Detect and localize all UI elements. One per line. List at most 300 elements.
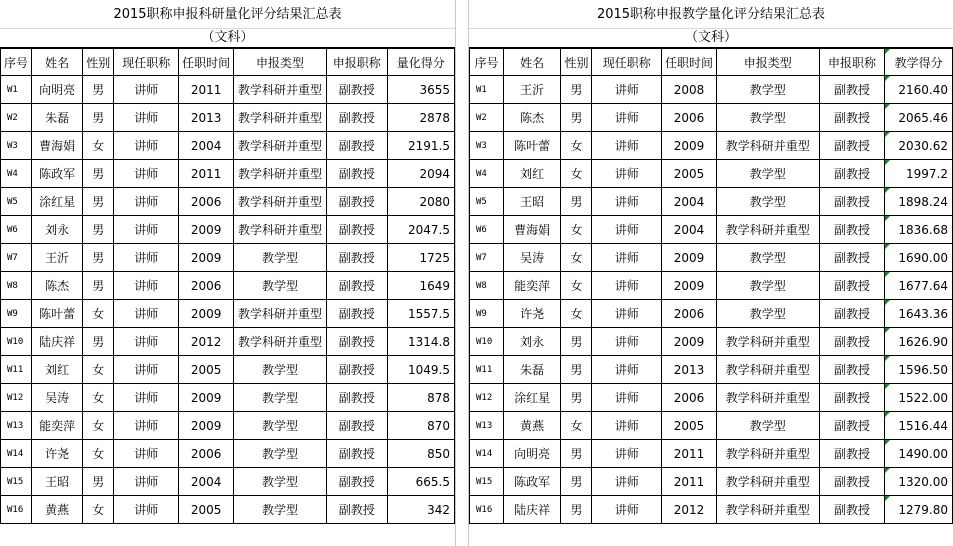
cell-appointment-year[interactable]: 2006	[179, 272, 234, 300]
cell-name[interactable]: 王昭	[32, 468, 83, 496]
cell-name[interactable]: 陆庆祥	[503, 496, 561, 524]
cell-current-title[interactable]: 讲师	[592, 104, 662, 132]
table-row	[1, 272, 455, 300]
cell-applied-title[interactable]: 副教授	[326, 300, 387, 328]
cell-appointment-year[interactable]: 2013	[661, 356, 716, 384]
cell-serial-no[interactable]: W5	[1, 188, 32, 216]
cell-gender[interactable]: 男	[83, 272, 114, 300]
cell-current-title[interactable]: 讲师	[114, 160, 179, 188]
cell-serial-no[interactable]: W8	[1, 272, 32, 300]
cell-serial-no[interactable]: W8	[470, 272, 504, 300]
table-row	[1, 188, 455, 216]
cell-application-type[interactable]: 教学型	[234, 412, 327, 440]
cell-score[interactable]: 1725	[387, 244, 454, 272]
cell-serial-no[interactable]: W13	[470, 412, 504, 440]
cell-applied-title[interactable]: 副教授	[326, 440, 387, 468]
cell-score[interactable]: 1557.5	[387, 300, 454, 328]
cell-appointment-year[interactable]: 2009	[661, 244, 716, 272]
cell-score[interactable]: 1649	[387, 272, 454, 300]
column-header-application-type[interactable]: 申报类型	[717, 49, 820, 76]
cell-name[interactable]: 黄燕	[503, 412, 561, 440]
cell-serial-no[interactable]: W4	[1, 160, 32, 188]
cell-score[interactable]: 2030.62	[885, 132, 953, 160]
cell-application-type[interactable]: 教学科研并重型	[717, 328, 820, 356]
cell-gender[interactable]: 男	[83, 328, 114, 356]
cell-name[interactable]: 许尧	[32, 440, 83, 468]
cell-appointment-year[interactable]: 2005	[179, 356, 234, 384]
cell-applied-title[interactable]: 副教授	[326, 76, 387, 104]
cell-name[interactable]: 陈叶蕾	[32, 300, 83, 328]
cell-applied-title[interactable]: 副教授	[819, 244, 885, 272]
cell-current-title[interactable]: 讲师	[592, 132, 662, 160]
cell-gender[interactable]: 男	[561, 384, 592, 412]
column-header-current-title[interactable]: 现任职称	[114, 49, 179, 76]
cell-applied-title[interactable]: 副教授	[819, 496, 885, 524]
table-row	[1, 160, 455, 188]
cell-current-title[interactable]: 讲师	[114, 188, 179, 216]
cell-appointment-year[interactable]: 2004	[179, 468, 234, 496]
cell-applied-title[interactable]: 副教授	[326, 272, 387, 300]
cell-current-title[interactable]: 讲师	[114, 300, 179, 328]
cell-appointment-year[interactable]: 2013	[179, 104, 234, 132]
cell-score[interactable]: 1626.90	[885, 328, 953, 356]
cell-appointment-year[interactable]: 2009	[661, 272, 716, 300]
cell-gender[interactable]: 女	[561, 160, 592, 188]
table-row	[470, 160, 953, 188]
table-row	[1, 76, 455, 104]
cell-score[interactable]: 2878	[387, 104, 454, 132]
cell-application-type[interactable]: 教学型	[717, 412, 820, 440]
research-score-table	[0, 48, 455, 524]
cell-serial-no[interactable]: W16	[1, 496, 32, 524]
cell-serial-no[interactable]: W7	[1, 244, 32, 272]
cell-score[interactable]: 342	[387, 496, 454, 524]
cell-serial-no[interactable]: W10	[470, 328, 504, 356]
cell-current-title[interactable]: 讲师	[114, 272, 179, 300]
cell-current-title[interactable]: 讲师	[114, 216, 179, 244]
cell-score[interactable]: 1522.00	[885, 384, 953, 412]
cell-name[interactable]: 陈政军	[32, 160, 83, 188]
column-header-applied-title[interactable]: 申报职称	[326, 49, 387, 76]
cell-name[interactable]: 刘永	[503, 328, 561, 356]
cell-application-type[interactable]: 教学科研并重型	[234, 104, 327, 132]
cell-appointment-year[interactable]: 2009	[179, 300, 234, 328]
cell-appointment-year[interactable]: 2009	[179, 216, 234, 244]
cell-appointment-year[interactable]: 2009	[179, 412, 234, 440]
cell-appointment-year[interactable]: 2012	[661, 496, 716, 524]
cell-serial-no[interactable]: W3	[470, 132, 504, 160]
cell-serial-no[interactable]: W14	[470, 440, 504, 468]
cell-appointment-year[interactable]: 2009	[661, 328, 716, 356]
cell-applied-title[interactable]: 副教授	[819, 272, 885, 300]
cell-gender[interactable]: 男	[561, 188, 592, 216]
cell-serial-no[interactable]: W9	[1, 300, 32, 328]
sheet-subtitle: （文科）	[469, 29, 953, 48]
cell-applied-title[interactable]: 副教授	[326, 468, 387, 496]
cell-score[interactable]: 1049.5	[387, 356, 454, 384]
cell-current-title[interactable]: 讲师	[114, 132, 179, 160]
cell-applied-title[interactable]: 副教授	[819, 384, 885, 412]
cell-appointment-year[interactable]: 2006	[661, 384, 716, 412]
cell-serial-no[interactable]: W1	[470, 76, 504, 104]
table-row	[470, 328, 953, 356]
cell-gender[interactable]: 女	[561, 216, 592, 244]
cell-current-title[interactable]: 讲师	[592, 412, 662, 440]
cell-current-title[interactable]: 讲师	[114, 468, 179, 496]
cell-current-title[interactable]: 讲师	[592, 356, 662, 384]
cell-name[interactable]: 刘红	[32, 356, 83, 384]
cell-applied-title[interactable]: 副教授	[326, 412, 387, 440]
cell-score[interactable]: 3655	[387, 76, 454, 104]
cell-gender[interactable]: 女	[561, 300, 592, 328]
cell-score[interactable]: 2094	[387, 160, 454, 188]
cell-name[interactable]: 向明亮	[503, 440, 561, 468]
cell-gender[interactable]: 女	[83, 496, 114, 524]
cell-application-type[interactable]: 教学科研并重型	[717, 440, 820, 468]
cell-name[interactable]: 陈叶蕾	[503, 132, 561, 160]
cell-score[interactable]: 1690.00	[885, 244, 953, 272]
cell-applied-title[interactable]: 副教授	[819, 188, 885, 216]
cell-applied-title[interactable]: 副教授	[326, 356, 387, 384]
cell-application-type[interactable]: 教学型	[234, 384, 327, 412]
table-row	[470, 272, 953, 300]
table-row	[470, 412, 953, 440]
cell-serial-no[interactable]: W10	[1, 328, 32, 356]
cell-current-title[interactable]: 讲师	[114, 328, 179, 356]
cell-serial-no[interactable]: W13	[1, 412, 32, 440]
table-row	[470, 440, 953, 468]
cell-name[interactable]: 吴涛	[32, 384, 83, 412]
cell-serial-no[interactable]: W11	[1, 356, 32, 384]
cell-name[interactable]: 王沂	[32, 244, 83, 272]
cell-name[interactable]: 陈政军	[503, 468, 561, 496]
cell-applied-title[interactable]: 副教授	[819, 440, 885, 468]
cell-appointment-year[interactable]: 2004	[661, 216, 716, 244]
cell-score[interactable]: 1836.68	[885, 216, 953, 244]
cell-serial-no[interactable]: W14	[1, 440, 32, 468]
header-row	[470, 49, 953, 76]
cell-application-type[interactable]: 教学型	[717, 76, 820, 104]
cell-appointment-year[interactable]: 2011	[661, 468, 716, 496]
cell-gender[interactable]: 男	[83, 76, 114, 104]
cell-score[interactable]: 2047.5	[387, 216, 454, 244]
cell-current-title[interactable]: 讲师	[114, 356, 179, 384]
column-header-name[interactable]: 姓名	[503, 49, 561, 76]
cell-applied-title[interactable]: 副教授	[326, 160, 387, 188]
cell-serial-no[interactable]: W6	[470, 216, 504, 244]
cell-score[interactable]: 870	[387, 412, 454, 440]
cell-application-type[interactable]: 教学型	[234, 272, 327, 300]
cell-gender[interactable]: 女	[561, 244, 592, 272]
cell-name[interactable]: 能奕萍	[32, 412, 83, 440]
cell-appointment-year[interactable]: 2006	[179, 188, 234, 216]
cell-name[interactable]: 陆庆祥	[32, 328, 83, 356]
cell-current-title[interactable]: 讲师	[592, 328, 662, 356]
cell-score[interactable]: 1677.64	[885, 272, 953, 300]
cell-applied-title[interactable]: 副教授	[326, 188, 387, 216]
cell-serial-no[interactable]: W15	[1, 468, 32, 496]
cell-current-title[interactable]: 讲师	[592, 496, 662, 524]
cell-application-type[interactable]: 教学科研并重型	[717, 496, 820, 524]
cell-score[interactable]: 1643.36	[885, 300, 953, 328]
cell-serial-no[interactable]: W5	[470, 188, 504, 216]
cell-application-type[interactable]: 教学科研并重型	[234, 160, 327, 188]
cell-gender[interactable]: 女	[83, 132, 114, 160]
cell-name[interactable]: 能奕萍	[503, 272, 561, 300]
table-row	[1, 356, 455, 384]
cell-applied-title[interactable]: 副教授	[819, 216, 885, 244]
cell-application-type[interactable]: 教学科研并重型	[234, 76, 327, 104]
cell-appointment-year[interactable]: 2005	[179, 496, 234, 524]
cell-application-type[interactable]: 教学科研并重型	[234, 132, 327, 160]
cell-gender[interactable]: 女	[83, 440, 114, 468]
cell-gender[interactable]: 男	[561, 440, 592, 468]
cell-current-title[interactable]: 讲师	[592, 216, 662, 244]
cell-application-type[interactable]: 教学型	[717, 188, 820, 216]
cell-name[interactable]: 王沂	[503, 76, 561, 104]
cell-applied-title[interactable]: 副教授	[819, 76, 885, 104]
cell-current-title[interactable]: 讲师	[592, 272, 662, 300]
cell-current-title[interactable]: 讲师	[592, 76, 662, 104]
cell-score[interactable]: 1898.24	[885, 188, 953, 216]
cell-appointment-year[interactable]: 2012	[179, 328, 234, 356]
cell-name[interactable]: 黄燕	[32, 496, 83, 524]
table-row	[470, 496, 953, 524]
cell-serial-no[interactable]: W4	[470, 160, 504, 188]
cell-appointment-year[interactable]: 2009	[179, 244, 234, 272]
table-row	[1, 496, 455, 524]
cell-serial-no[interactable]: W9	[470, 300, 504, 328]
column-header-appointment-year[interactable]: 任职时间	[661, 49, 716, 76]
cell-name[interactable]: 陈杰	[503, 104, 561, 132]
cell-name[interactable]: 陈杰	[32, 272, 83, 300]
research-score-sheet	[0, 0, 455, 546]
cell-gender[interactable]: 男	[83, 468, 114, 496]
cell-gender[interactable]: 女	[561, 272, 592, 300]
cell-appointment-year[interactable]: 2009	[179, 384, 234, 412]
cell-score[interactable]: 665.5	[387, 468, 454, 496]
cell-current-title[interactable]: 讲师	[114, 76, 179, 104]
table-row	[470, 384, 953, 412]
cell-application-type[interactable]: 教学型	[234, 244, 327, 272]
cell-current-title[interactable]: 讲师	[592, 160, 662, 188]
cell-appointment-year[interactable]: 2009	[661, 132, 716, 160]
cell-application-type[interactable]: 教学型	[717, 160, 820, 188]
cell-application-type[interactable]: 教学型	[717, 272, 820, 300]
cell-current-title[interactable]: 讲师	[114, 412, 179, 440]
cell-application-type[interactable]: 教学科研并重型	[717, 132, 820, 160]
cell-score[interactable]: 1279.80	[885, 496, 953, 524]
cell-gender[interactable]: 男	[561, 76, 592, 104]
cell-gender[interactable]: 男	[561, 496, 592, 524]
table-row	[1, 440, 455, 468]
column-header-name[interactable]: 姓名	[32, 49, 83, 76]
cell-applied-title[interactable]: 副教授	[819, 328, 885, 356]
cell-applied-title[interactable]: 副教授	[326, 328, 387, 356]
cell-serial-no[interactable]: W12	[470, 384, 504, 412]
table-row	[1, 216, 455, 244]
cell-appointment-year[interactable]: 2005	[661, 412, 716, 440]
cell-score[interactable]: 1320.00	[885, 468, 953, 496]
cell-applied-title[interactable]: 副教授	[819, 412, 885, 440]
cell-appointment-year[interactable]: 2011	[661, 440, 716, 468]
cell-application-type[interactable]: 教学型	[234, 468, 327, 496]
cell-gender[interactable]: 男	[561, 104, 592, 132]
cell-gender[interactable]: 男	[561, 468, 592, 496]
cell-current-title[interactable]: 讲师	[114, 384, 179, 412]
cell-gender[interactable]: 男	[83, 216, 114, 244]
cell-application-type[interactable]: 教学型	[717, 300, 820, 328]
cell-current-title[interactable]: 讲师	[592, 244, 662, 272]
cell-score[interactable]: 2065.46	[885, 104, 953, 132]
cell-application-type[interactable]: 教学科研并重型	[234, 300, 327, 328]
cell-score[interactable]: 2080	[387, 188, 454, 216]
cell-applied-title[interactable]: 副教授	[819, 104, 885, 132]
cell-serial-no[interactable]: W6	[1, 216, 32, 244]
cell-score[interactable]: 1516.44	[885, 412, 953, 440]
cell-score[interactable]: 2160.40	[885, 76, 953, 104]
cell-current-title[interactable]: 讲师	[114, 244, 179, 272]
cell-application-type[interactable]: 教学科研并重型	[717, 384, 820, 412]
cell-score[interactable]: 850	[387, 440, 454, 468]
cell-applied-title[interactable]: 副教授	[819, 300, 885, 328]
cell-appointment-year[interactable]: 2006	[661, 104, 716, 132]
cell-application-type[interactable]: 教学科研并重型	[234, 216, 327, 244]
cell-application-type[interactable]: 教学型	[234, 496, 327, 524]
teaching-score-sheet	[469, 0, 953, 546]
cell-score[interactable]: 1314.8	[387, 328, 454, 356]
cell-name[interactable]: 涂红星	[503, 384, 561, 412]
cell-serial-no[interactable]: W2	[1, 104, 32, 132]
cell-score[interactable]: 878	[387, 384, 454, 412]
table-row	[470, 132, 953, 160]
cell-applied-title[interactable]: 副教授	[819, 132, 885, 160]
column-header-application-type[interactable]: 申报类型	[234, 49, 327, 76]
cell-current-title[interactable]: 讲师	[592, 468, 662, 496]
cell-score[interactable]: 1596.50	[885, 356, 953, 384]
cell-score[interactable]: 1997.2	[885, 160, 953, 188]
cell-gender[interactable]: 男	[83, 160, 114, 188]
cell-name[interactable]: 王昭	[503, 188, 561, 216]
cell-serial-no[interactable]: W2	[470, 104, 504, 132]
column-header-serial-no[interactable]: 序号	[1, 49, 32, 76]
cell-appointment-year[interactable]: 2005	[661, 160, 716, 188]
cell-appointment-year[interactable]: 2004	[661, 188, 716, 216]
cell-gender[interactable]: 女	[561, 412, 592, 440]
cell-gender[interactable]: 男	[83, 188, 114, 216]
cell-name[interactable]: 刘红	[503, 160, 561, 188]
sheet-title: 2015职称申报科研量化评分结果汇总表	[0, 0, 455, 29]
column-header-serial-no[interactable]: 序号	[470, 49, 504, 76]
table-row	[1, 468, 455, 496]
cell-name[interactable]: 朱磊	[503, 356, 561, 384]
cell-serial-no[interactable]: W11	[470, 356, 504, 384]
cell-name[interactable]: 吴涛	[503, 244, 561, 272]
cell-application-type[interactable]: 教学型	[234, 440, 327, 468]
table-row	[1, 104, 455, 132]
cell-appointment-year[interactable]: 2011	[179, 160, 234, 188]
cell-applied-title[interactable]: 副教授	[326, 384, 387, 412]
cell-score[interactable]: 1490.00	[885, 440, 953, 468]
cell-serial-no[interactable]: W12	[1, 384, 32, 412]
cell-current-title[interactable]: 讲师	[114, 496, 179, 524]
cell-appointment-year[interactable]: 2004	[179, 132, 234, 160]
cell-gender[interactable]: 女	[83, 300, 114, 328]
column-header-score[interactable]: 教学得分	[885, 49, 953, 76]
column-header-appointment-year[interactable]: 任职时间	[179, 49, 234, 76]
cell-score[interactable]: 2191.5	[387, 132, 454, 160]
cell-applied-title[interactable]: 副教授	[326, 216, 387, 244]
cell-name[interactable]: 朱磊	[32, 104, 83, 132]
cell-current-title[interactable]: 讲师	[114, 440, 179, 468]
cell-appointment-year[interactable]: 2006	[179, 440, 234, 468]
cell-name[interactable]: 向明亮	[32, 76, 83, 104]
cell-name[interactable]: 曹海娟	[32, 132, 83, 160]
cell-appointment-year[interactable]: 2008	[661, 76, 716, 104]
table-row	[470, 104, 953, 132]
cell-gender[interactable]: 男	[561, 328, 592, 356]
cell-applied-title[interactable]: 副教授	[326, 132, 387, 160]
cell-current-title[interactable]: 讲师	[592, 384, 662, 412]
cell-current-title[interactable]: 讲师	[592, 188, 662, 216]
cell-name[interactable]: 涂红星	[32, 188, 83, 216]
cell-name[interactable]: 曹海娟	[503, 216, 561, 244]
table-row	[470, 356, 953, 384]
table-row	[470, 244, 953, 272]
cell-applied-title[interactable]: 副教授	[326, 496, 387, 524]
cell-applied-title[interactable]: 副教授	[326, 244, 387, 272]
cell-serial-no[interactable]: W7	[470, 244, 504, 272]
column-header-gender[interactable]: 性别	[83, 49, 114, 76]
cell-applied-title[interactable]: 副教授	[819, 160, 885, 188]
cell-applied-title[interactable]: 副教授	[326, 104, 387, 132]
cell-gender[interactable]: 女	[83, 384, 114, 412]
cell-name[interactable]: 刘永	[32, 216, 83, 244]
cell-gender[interactable]: 男	[83, 244, 114, 272]
column-header-score[interactable]: 量化得分	[387, 49, 454, 76]
cell-current-title[interactable]: 讲师	[592, 440, 662, 468]
cell-application-type[interactable]: 教学科研并重型	[234, 328, 327, 356]
cell-application-type[interactable]: 教学科研并重型	[234, 188, 327, 216]
cell-name[interactable]: 许尧	[503, 300, 561, 328]
cell-serial-no[interactable]: W3	[1, 132, 32, 160]
cell-current-title[interactable]: 讲师	[592, 300, 662, 328]
cell-gender[interactable]: 女	[561, 132, 592, 160]
cell-appointment-year[interactable]: 2011	[179, 76, 234, 104]
cell-serial-no[interactable]: W16	[470, 496, 504, 524]
cell-gender[interactable]: 女	[83, 356, 114, 384]
cell-application-type[interactable]: 教学科研并重型	[717, 468, 820, 496]
cell-gender[interactable]: 男	[561, 356, 592, 384]
table-row	[1, 244, 455, 272]
cell-gender[interactable]: 男	[83, 104, 114, 132]
cell-application-type[interactable]: 教学型	[717, 104, 820, 132]
column-header-gender[interactable]: 性别	[561, 49, 592, 76]
cell-appointment-year[interactable]: 2006	[661, 300, 716, 328]
cell-current-title[interactable]: 讲师	[114, 104, 179, 132]
cell-application-type[interactable]: 教学型	[717, 244, 820, 272]
cell-application-type[interactable]: 教学科研并重型	[717, 216, 820, 244]
cell-serial-no[interactable]: W15	[470, 468, 504, 496]
cell-applied-title[interactable]: 副教授	[819, 468, 885, 496]
cell-application-type[interactable]: 教学科研并重型	[717, 356, 820, 384]
column-header-applied-title[interactable]: 申报职称	[819, 49, 885, 76]
cell-gender[interactable]: 女	[83, 412, 114, 440]
cell-serial-no[interactable]: W1	[1, 76, 32, 104]
cell-applied-title[interactable]: 副教授	[819, 356, 885, 384]
cell-application-type[interactable]: 教学型	[234, 356, 327, 384]
column-header-current-title[interactable]: 现任职称	[592, 49, 662, 76]
